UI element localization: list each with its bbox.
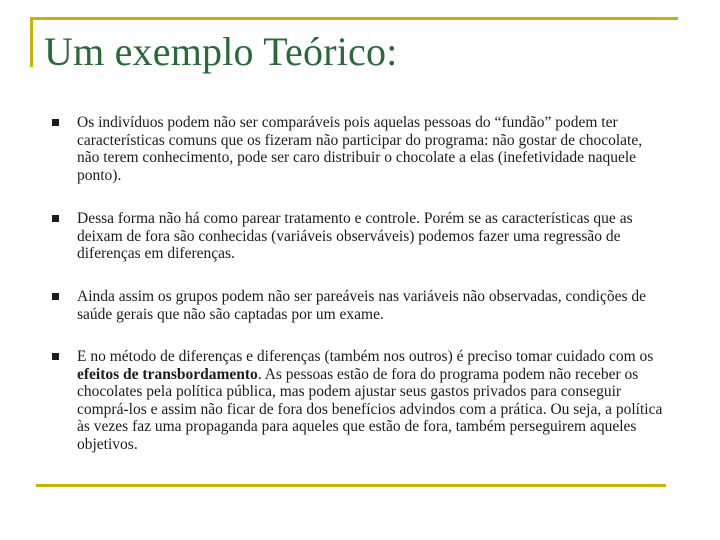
bottom-rule: [36, 484, 666, 487]
bullet-text-emphasis: efeitos de transbordamento: [77, 365, 258, 383]
square-bullet-icon: [52, 293, 59, 300]
bullet-text-part: E no método de diferenças e diferenças (também nos outros) é preciso tomar cuidado com os: [77, 348, 654, 365]
bullet-item: [52, 114, 662, 184]
square-bullet-icon: [52, 119, 59, 126]
bullet-item: [52, 210, 662, 263]
bullet-text: Ainda assim os grupos podem não ser pareáveis nas variáveis não observadas, condições de saúde gerais que não são captadas por um exame.: [77, 288, 647, 323]
bullet-item: [52, 288, 662, 323]
square-bullet-icon: [52, 215, 59, 222]
bullet-text: Os indivíduos podem não ser comparáveis pois aquelas pessoas do “fundão” podem ter características comuns que os fizeram não participar do programa: não gostar de chocolate, não terem conhecimento, pode ser caro distribuir o chocolate a elas (inefetividade naquele ponto).: [77, 114, 643, 184]
bullet-text: Dessa forma não há como parear tratamento e controle. Porém se as características que as deixam de fora são conhecidas (variáveis observáveis) podemos fazer uma regressão de diferenças em diferenças.: [77, 210, 633, 263]
bullet-text-part: . As pessoas estão de fora do programa podem não receber os chocolates pela política pública, mas podem ajustar seus gastos privados para conseguir comprá-los e assim não ficar de fora dos benefícios advindos com a prática. Ou seja, a política às vezes faz uma propaganda para aqueles que estão de fora, também perseguirem aqueles objetivos.: [77, 365, 663, 453]
slide-title: Um exemplo Teórico:: [44, 29, 398, 74]
bullet-text: [77, 348, 667, 454]
bullet-item: [52, 348, 662, 454]
square-bullet-icon: [52, 353, 59, 360]
